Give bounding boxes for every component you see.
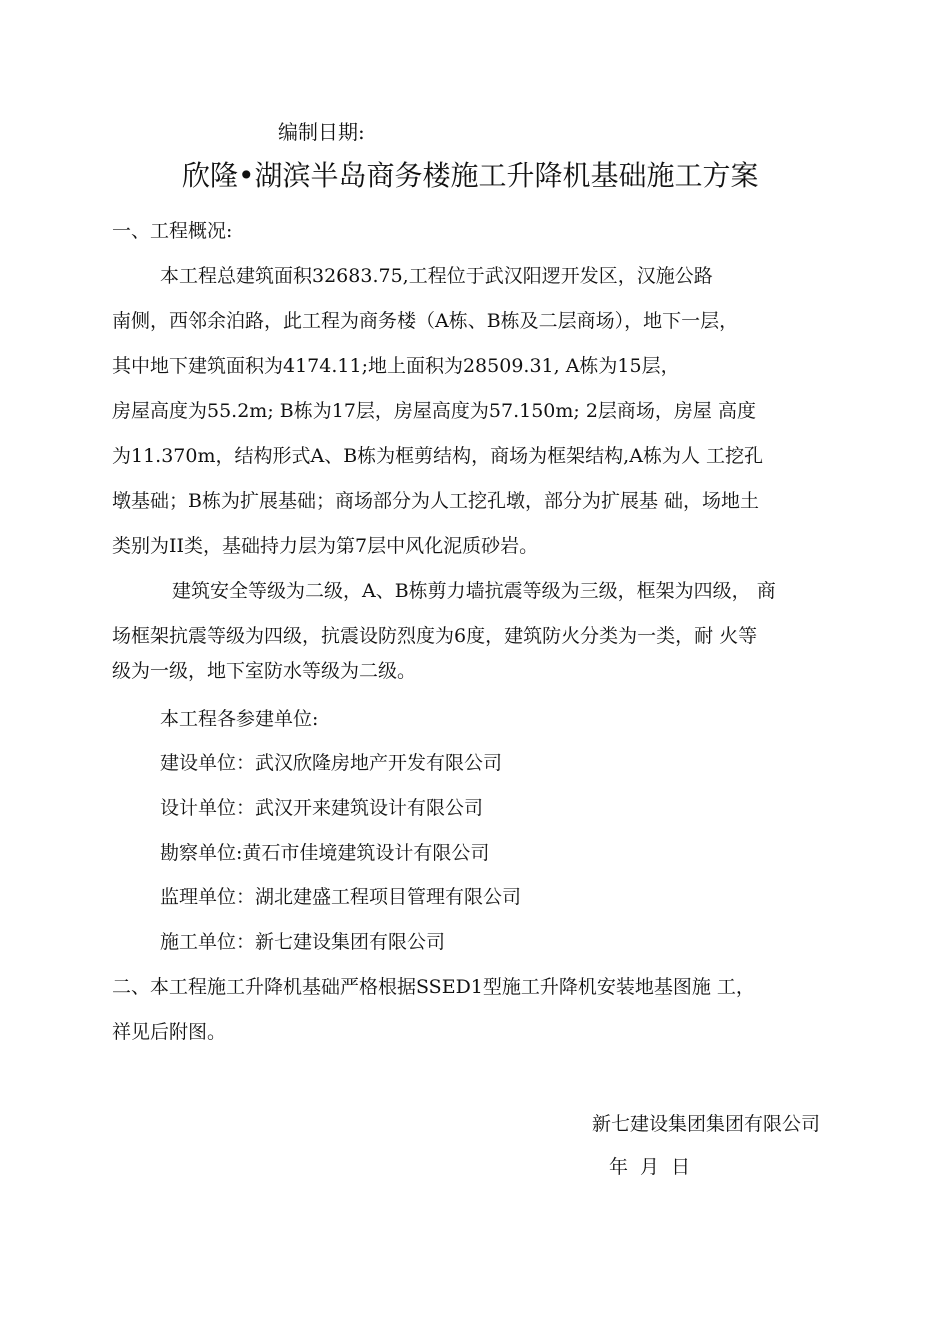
unit-item-construction: 建设单位：武汉欣隆房地产开发有限公司 [160,752,503,774]
unit-item-supervision: 监理单位：湖北建盛工程项目管理有限公司 [160,886,522,908]
units-heading: 本工程各参建单位: [160,708,319,730]
document-title: 欣隆•湖滨半岛商务楼施工升降机基础施工方案 [182,159,759,192]
signature-company: 新七建设集团集团有限公司 [592,1113,821,1135]
paragraph1-line: 墩基础；B栋为扩展基础；商场部分为人工挖孔墩，部分为扩展基 础，场地土 [112,490,760,512]
unit-item-survey: 勘察单位:黄石市佳境建筑设计有限公司 [160,842,490,864]
paragraph1-line: 房屋高度为55.2m; B栋为17层，房屋高度为57.150m; 2层商场，房屋 高度 [112,400,756,422]
paragraph2-line: 级为一级，地下室防水等级为二级。 [112,660,417,682]
section1-heading: 一、工程概况: [112,220,233,242]
unit-item-contractor: 施工单位：新七建设集团有限公司 [160,931,446,953]
unit-item-design: 设计单位：武汉开来建筑设计有限公司 [160,797,484,819]
paragraph1-line: 为11.370m，结构形式A、B栋为框剪结构，商场为框架结构,A栋为人 工挖孔 [112,445,763,467]
date-label: 编制日期: [278,120,365,144]
section2-line: 祥见后附图。 [112,1021,227,1043]
section2-line: 二、本工程施工升降机基础严格根据SSED1型施工升降机安装地基图施 工， [112,976,755,998]
paragraph1-line: 类别为II类，基础持力层为第7层中风化泥质砂岩。 [112,535,539,557]
paragraph1-line: 本工程总建筑面积32683.75,工程位于武汉阳逻开发区，汉施公路 [160,265,713,287]
paragraph2-line: 场框架抗震等级为四级，抗震设防烈度为6度，建筑防火分类为一类，耐 火等 [112,625,758,647]
paragraph2-line: 建筑安全等级为二级，A、B栋剪力墙抗震等级为三级，框架为四级， 商 [172,580,776,602]
paragraph1-line: 南侧，西邻余泊路，此工程为商务楼（A栋、B栋及二层商场），地下一层， [112,310,739,332]
paragraph1-line: 其中地下建筑面积为4174.11;地上面积为28509.31, A栋为15层， [112,355,680,377]
signature-date: 年 月 日 [609,1156,691,1178]
